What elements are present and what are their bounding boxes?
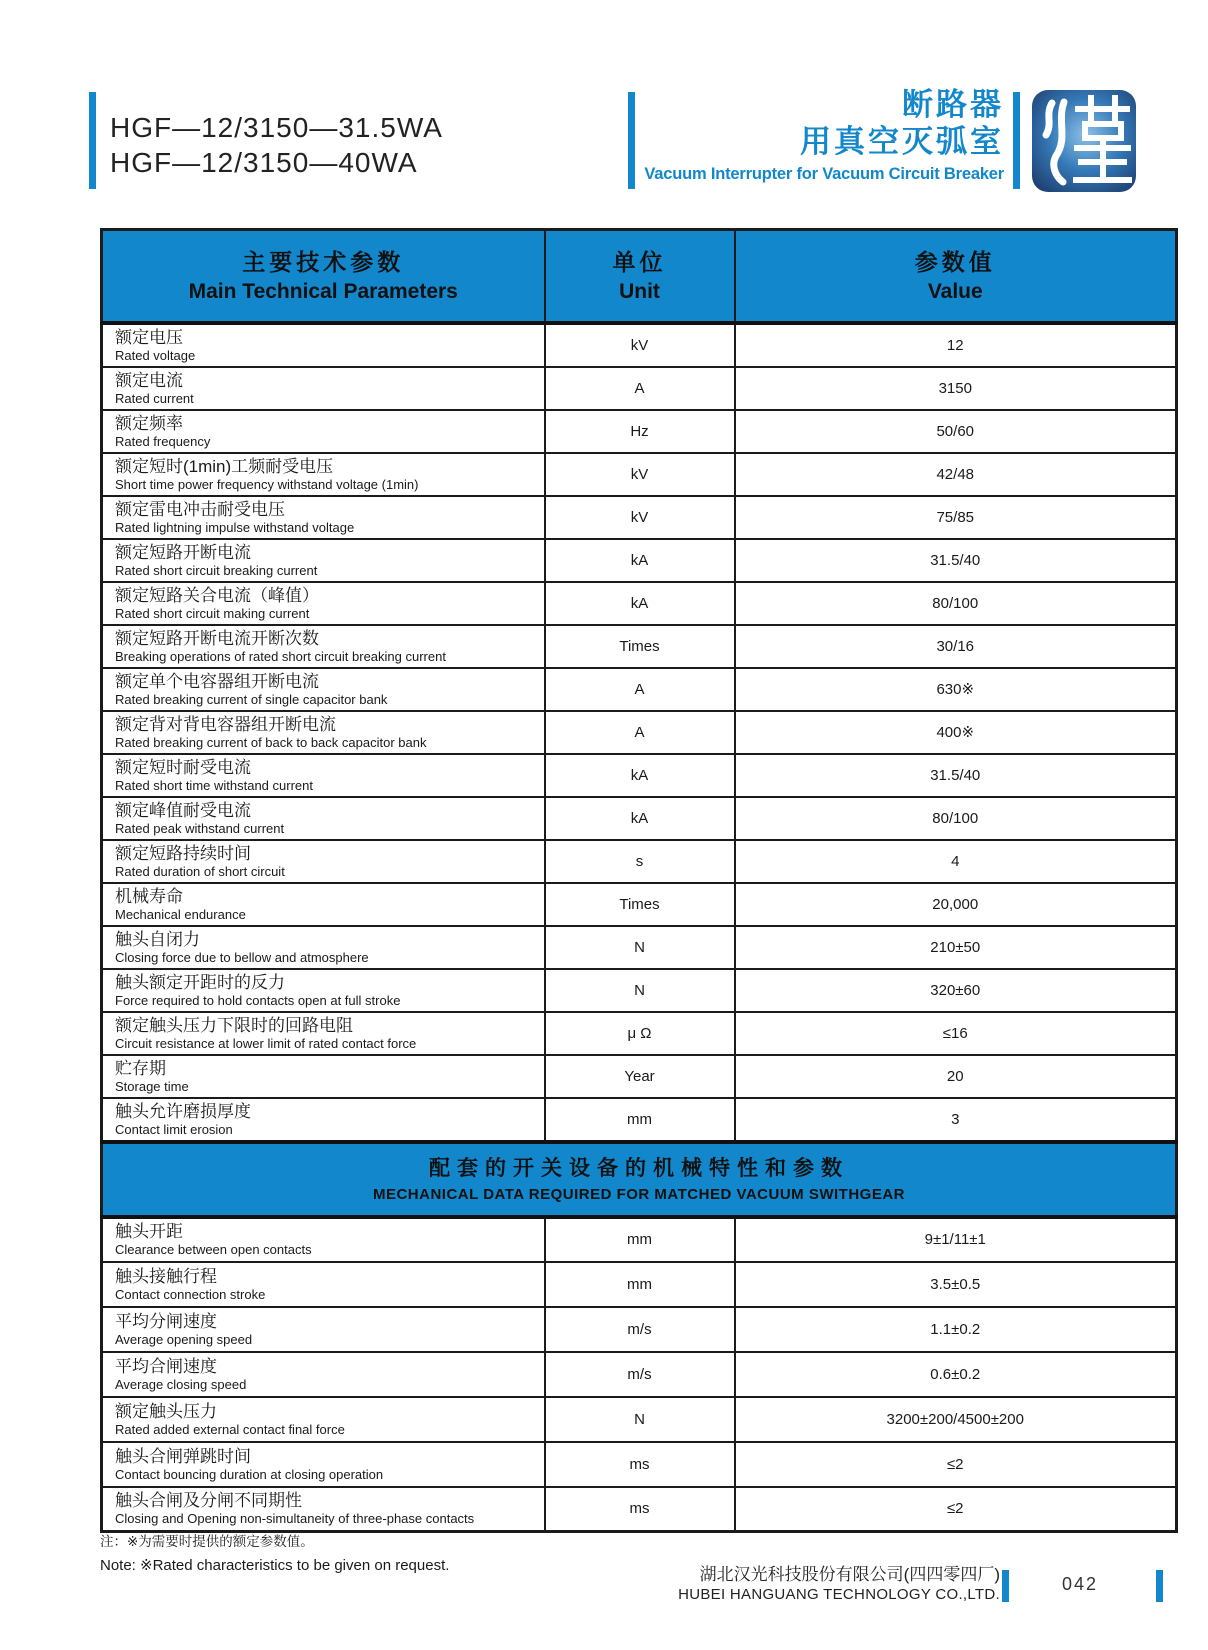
main-parameters-body xyxy=(102,323,1177,1142)
footnotes xyxy=(100,1533,449,1575)
param-label-zh: 额定触头压力下限时的回路电阻 xyxy=(115,1015,353,1035)
param-label-en: Rated lightning impulse withstand voltage xyxy=(115,519,355,535)
value-cell: 1.1±0.2 xyxy=(735,1307,1177,1352)
param-label-zh: 额定峰值耐受电流 xyxy=(115,800,251,820)
param-label-zh: 额定短路持续时间 xyxy=(115,843,251,863)
param-cell xyxy=(102,797,545,840)
spec-row xyxy=(102,625,1177,668)
param-label-zh: 贮存期 xyxy=(115,1058,166,1078)
spec-row xyxy=(102,453,1177,496)
spec-row xyxy=(102,323,1177,367)
param-label-en: Rated breaking current of single capacitor bank xyxy=(115,691,388,707)
value-cell: 3.5±0.5 xyxy=(735,1262,1177,1307)
param-label-zh: 额定触头压力 xyxy=(115,1401,217,1421)
param-label-en: Mechanical endurance xyxy=(115,906,246,922)
section2-title-zh: 配套的开关设备的机械特性和参数 xyxy=(429,1157,849,1180)
company-name-en: HUBEI HANGUANG TECHNOLOGY CO.,LTD. xyxy=(678,1586,1000,1603)
param-cell xyxy=(102,1012,545,1055)
param-cell xyxy=(102,1098,545,1142)
spec-row xyxy=(102,1098,1177,1142)
param-label-zh: 额定雷电冲击耐受电压 xyxy=(115,499,285,519)
spec-row xyxy=(102,711,1177,754)
param-label-en: Rated short circuit breaking current xyxy=(115,562,318,578)
unit-cell: μ Ω xyxy=(545,1012,735,1055)
value-cell: 80/100 xyxy=(735,582,1177,625)
param-cell xyxy=(102,926,545,969)
unit-cell: ms xyxy=(545,1442,735,1487)
unit-cell: A xyxy=(545,711,735,754)
unit-cell: mm xyxy=(545,1217,735,1262)
unit-cell: N xyxy=(545,1397,735,1442)
col-header-value-en: Value xyxy=(927,279,983,303)
unit-cell: kV xyxy=(545,453,735,496)
model-line-2: HGF—12/3150—40WA xyxy=(110,147,418,178)
param-label-zh: 机械寿命 xyxy=(115,886,183,906)
unit-cell: m/s xyxy=(545,1307,735,1352)
param-label-zh: 额定背对背电容器组开断电流 xyxy=(115,714,336,734)
param-label-en: Short time power frequency withstand voltage (1min) xyxy=(115,476,419,492)
company-block xyxy=(590,1564,1000,1604)
spec-row xyxy=(102,797,1177,840)
param-cell xyxy=(102,1352,545,1397)
unit-cell: Times xyxy=(545,625,735,668)
param-cell xyxy=(102,539,545,582)
param-label-zh: 额定电压 xyxy=(115,327,183,347)
param-cell xyxy=(102,1217,545,1262)
product-name-block xyxy=(630,86,1004,185)
param-label-zh: 触头额定开距时的反力 xyxy=(115,972,285,992)
spec-row xyxy=(102,410,1177,453)
param-label-zh: 平均分闸速度 xyxy=(115,1311,217,1331)
param-label-zh: 平均合闸速度 xyxy=(115,1356,217,1376)
param-label-zh: 额定电流 xyxy=(115,370,183,390)
param-label-zh: 额定短路开断电流开断次数 xyxy=(115,628,319,648)
unit-cell: kA xyxy=(545,539,735,582)
param-cell xyxy=(102,1307,545,1352)
footnote-zh: 注：※为需要时提供的额定参数值。 xyxy=(100,1534,314,1549)
section2-band-body xyxy=(102,1142,1177,1217)
param-label-en: Circuit resistance at lower limit of rated contact force xyxy=(115,1035,417,1051)
spec-row xyxy=(102,1397,1177,1442)
spec-row xyxy=(102,1055,1177,1098)
param-cell xyxy=(102,625,545,668)
param-label-en: Rated peak withstand current xyxy=(115,820,285,836)
col-header-parameters-en: Main Technical Parameters xyxy=(188,279,458,303)
col-header-value-zh: 参数值 xyxy=(914,248,996,275)
param-label-en: Storage time xyxy=(115,1078,189,1094)
section2-title-en: MECHANICAL DATA REQUIRED FOR MATCHED VACUUM SWITHGEAR xyxy=(372,1186,906,1203)
value-cell: 31.5/40 xyxy=(735,754,1177,797)
spec-row xyxy=(102,496,1177,539)
product-name-zh-line1: 断路器 xyxy=(902,87,1004,122)
param-cell xyxy=(102,883,545,926)
param-cell xyxy=(102,367,545,410)
spec-row xyxy=(102,367,1177,410)
param-label-zh: 额定频率 xyxy=(115,413,183,433)
spec-row xyxy=(102,1262,1177,1307)
param-cell xyxy=(102,453,545,496)
param-cell xyxy=(102,323,545,367)
accent-bar-product-right xyxy=(1013,92,1020,189)
unit-cell: Hz xyxy=(545,410,735,453)
product-name-en: Vacuum Interrupter for Vacuum Circuit Breaker xyxy=(644,165,1004,183)
param-label-en: Breaking operations of rated short circuit breaking current xyxy=(115,648,446,664)
value-cell: 42/48 xyxy=(735,453,1177,496)
value-cell: 3200±200/4500±200 xyxy=(735,1397,1177,1442)
value-cell: 630※ xyxy=(735,668,1177,711)
value-cell: 20,000 xyxy=(735,883,1177,926)
spec-row xyxy=(102,883,1177,926)
unit-cell: s xyxy=(545,840,735,883)
col-header-parameters-zh: 主要技术参数 xyxy=(242,248,405,275)
value-cell: 20 xyxy=(735,1055,1177,1098)
param-label-en: Contact connection stroke xyxy=(115,1286,266,1302)
model-line-1: HGF—12/3150—31.5WA xyxy=(110,112,443,143)
col-header-unit-en: Unit xyxy=(619,279,660,303)
col-header-parameters xyxy=(102,230,545,323)
param-cell xyxy=(102,410,545,453)
unit-cell: kV xyxy=(545,496,735,539)
spec-table xyxy=(100,228,1178,1533)
company-name-zh: 湖北汉光科技股份有限公司(四四零四厂) xyxy=(699,1565,1000,1584)
param-label-zh: 触头合闸及分闸不同期性 xyxy=(115,1491,302,1511)
param-cell xyxy=(102,969,545,1012)
unit-cell: Times xyxy=(545,883,735,926)
section2-header-cell xyxy=(102,1142,1177,1217)
value-cell: 210±50 xyxy=(735,926,1177,969)
param-cell xyxy=(102,1487,545,1532)
param-cell xyxy=(102,1442,545,1487)
spec-row xyxy=(102,840,1177,883)
unit-cell: A xyxy=(545,668,735,711)
param-label-zh: 触头接触行程 xyxy=(115,1266,217,1286)
section2-header-row xyxy=(102,1142,1177,1217)
accent-bar-models xyxy=(89,92,96,189)
value-cell: ≤2 xyxy=(735,1442,1177,1487)
unit-cell: N xyxy=(545,926,735,969)
param-label-zh: 触头允许磨损厚度 xyxy=(115,1101,251,1121)
spec-row xyxy=(102,926,1177,969)
value-cell: 80/100 xyxy=(735,797,1177,840)
param-label-zh: 额定短时耐受电流 xyxy=(115,757,251,777)
accent-bar-footer-left xyxy=(1002,1570,1009,1602)
param-label-zh: 触头合闸弹跳时间 xyxy=(115,1446,251,1466)
param-label-en: Contact limit erosion xyxy=(115,1121,233,1137)
param-cell xyxy=(102,1055,545,1098)
unit-cell: ms xyxy=(545,1487,735,1532)
col-header-unit xyxy=(545,230,735,323)
model-titles xyxy=(110,110,443,180)
param-cell xyxy=(102,1262,545,1307)
spec-row xyxy=(102,668,1177,711)
param-label-en: Rated short time withstand current xyxy=(115,777,313,793)
param-label-zh: 额定单个电容器组开断电流 xyxy=(115,671,319,691)
footnote-en: Note: ※Rated characteristics to be given on request. xyxy=(100,1557,450,1574)
param-cell xyxy=(102,840,545,883)
value-cell: ≤16 xyxy=(735,1012,1177,1055)
param-cell xyxy=(102,582,545,625)
value-cell: 31.5/40 xyxy=(735,539,1177,582)
unit-cell: kA xyxy=(545,797,735,840)
accent-bar-footer-right xyxy=(1156,1570,1163,1602)
unit-cell: A xyxy=(545,367,735,410)
product-name-zh-line2: 用真空灭弧室 xyxy=(800,124,1004,159)
unit-cell: N xyxy=(545,969,735,1012)
param-cell xyxy=(102,668,545,711)
value-cell: 9±1/11±1 xyxy=(735,1217,1177,1262)
param-label-en: Rated short circuit making current xyxy=(115,605,310,621)
param-label-en: Rated voltage xyxy=(115,347,196,363)
unit-cell: kA xyxy=(545,582,735,625)
value-cell: 3150 xyxy=(735,367,1177,410)
unit-cell: Year xyxy=(545,1055,735,1098)
unit-cell: mm xyxy=(545,1098,735,1142)
param-label-en: Closing force due to bellow and atmosphere xyxy=(115,949,369,965)
spec-row xyxy=(102,969,1177,1012)
header-row xyxy=(102,230,1177,323)
param-label-en: Rated added external contact final force xyxy=(115,1421,345,1437)
unit-cell: kA xyxy=(545,754,735,797)
param-label-en: Contact bouncing duration at closing operation xyxy=(115,1466,384,1482)
unit-cell: mm xyxy=(545,1262,735,1307)
spec-row xyxy=(102,754,1177,797)
value-cell: 3 xyxy=(735,1098,1177,1142)
value-cell: 320±60 xyxy=(735,969,1177,1012)
page-number: 042 xyxy=(1061,1574,1099,1594)
param-cell xyxy=(102,711,545,754)
param-label-en: Force required to hold contacts open at full stroke xyxy=(115,992,401,1008)
param-cell xyxy=(102,496,545,539)
spec-row xyxy=(102,1012,1177,1055)
param-label-zh: 额定短路关合电流（峰值） xyxy=(115,585,319,605)
col-header-value xyxy=(735,230,1177,323)
spec-row xyxy=(102,582,1177,625)
value-cell: 50/60 xyxy=(735,410,1177,453)
param-label-en: Rated frequency xyxy=(115,433,211,449)
param-label-zh: 额定短路开断电流 xyxy=(115,542,251,562)
param-label-en: Rated current xyxy=(115,390,194,406)
spec-row xyxy=(102,1442,1177,1487)
param-label-zh: 额定短时(1min)工频耐受电压 xyxy=(115,456,334,476)
value-cell: 0.6±0.2 xyxy=(735,1352,1177,1397)
spec-row xyxy=(102,1352,1177,1397)
value-cell: 4 xyxy=(735,840,1177,883)
unit-cell: kV xyxy=(545,323,735,367)
value-cell: 400※ xyxy=(735,711,1177,754)
param-label-en: Closing and Opening non-simultaneity of three-phase contacts xyxy=(115,1511,475,1527)
param-cell xyxy=(102,1397,545,1442)
spec-table-header xyxy=(102,230,1177,323)
value-cell: 75/85 xyxy=(735,496,1177,539)
value-cell: 30/16 xyxy=(735,625,1177,668)
param-label-zh: 触头开距 xyxy=(115,1222,183,1241)
spec-row xyxy=(102,539,1177,582)
param-label-zh: 触头自闭力 xyxy=(115,929,200,949)
param-label-en: Clearance between open contacts xyxy=(115,1242,312,1257)
value-cell: ≤2 xyxy=(735,1487,1177,1532)
spec-row xyxy=(102,1307,1177,1352)
param-label-en: Rated breaking current of back to back capacitor bank xyxy=(115,734,427,750)
param-label-en: Average closing speed xyxy=(115,1376,247,1392)
hanguang-seal-logo xyxy=(1028,88,1140,194)
col-header-unit-zh: 单位 xyxy=(612,248,667,275)
value-cell: 12 xyxy=(735,323,1177,367)
unit-cell: m/s xyxy=(545,1352,735,1397)
mechanical-data-body xyxy=(102,1217,1177,1532)
param-label-en: Rated duration of short circuit xyxy=(115,863,285,879)
param-cell xyxy=(102,754,545,797)
spec-row xyxy=(102,1217,1177,1262)
spec-row xyxy=(102,1487,1177,1532)
param-label-en: Average opening speed xyxy=(115,1331,253,1347)
